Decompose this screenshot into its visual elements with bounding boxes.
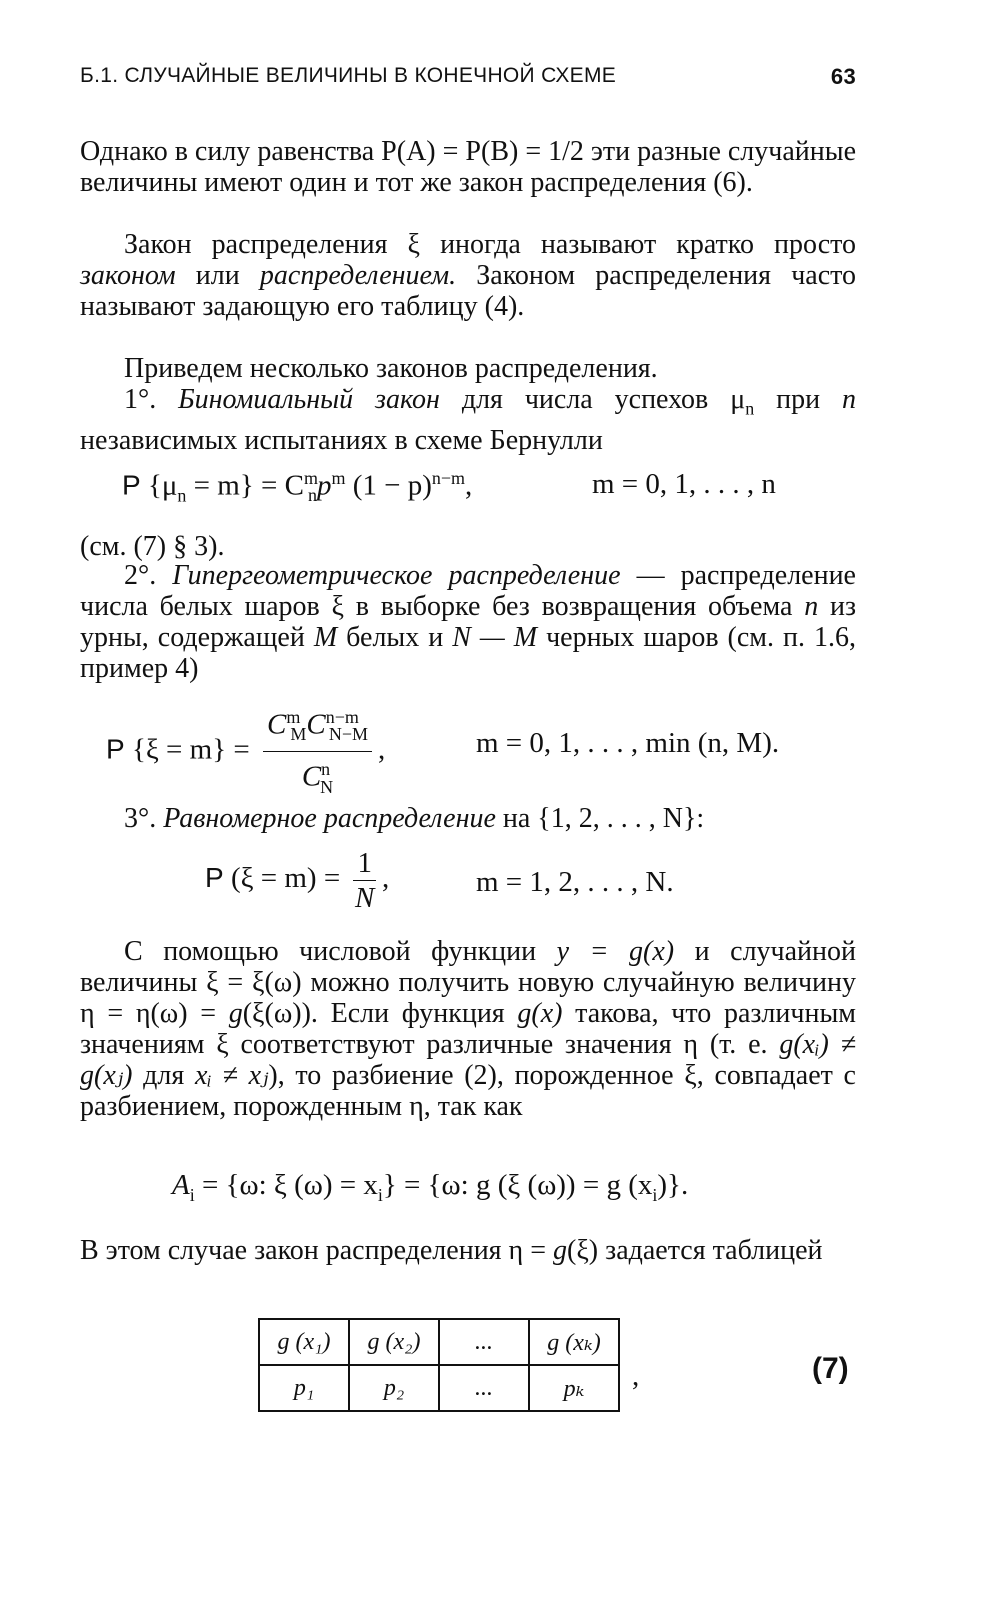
formula-hypergeometric: P {ξ = m} = $\frac{C^m_MC^{n-m}_{N-M}}{C^n_N}$ , [106, 702, 385, 802]
formula-partition: $A_i = \{\omega$: ξ $(\omega) = x_i\} = \{\omega$: g (ξ (ω)) = g $(x_i)$}. [172, 1169, 689, 1205]
formula-uniform: P (ξ = m) = $\frac{1}{N}$ , [205, 847, 390, 914]
running-title: Б.1. СЛУЧАЙНЫЕ ВЕЛИЧИНЫ В КОНЕЧНОЙ СХЕМЕ [80, 64, 617, 87]
table-row [259, 1365, 619, 1411]
table-cell: ... [439, 1319, 529, 1365]
table-trailing-comma: , [632, 1360, 640, 1392]
item-binomial: 1°. Биномиальный закон для числа успехов $\mu_n$ при n независимых испытаниях в схеме Бернулли [80, 384, 857, 456]
distribution-table [258, 1318, 620, 1412]
formula-uniform-range: m = 1, 2, . . . , N. [476, 866, 674, 898]
uniform-fraction: $\frac{1}{N}$ [355, 847, 375, 914]
paragraph-5: В этом случае закон распределения η = g(ξ) задается таблицей [80, 1235, 823, 1266]
paragraph-4: С помощью числовой функции y = g(x) и случайной величины ξ = ξ(ω) можно получить новую случайную величину η = η(ω) = g(ξ(ω)). Если функция g(x) такова, что различным значениям ξ соответствуют различные значения η (т. е. g(xᵢ) ≠ g(xⱼ) для xᵢ ≠ xⱼ), то разбиение (2), порожденное ξ, совпадает с разбиением, порожденным η, так как [80, 936, 856, 1122]
formula-binomial: P $\{\mu_n = m\} = C^m_np^m$ $(1 - p)^{n-m}$, [122, 468, 473, 506]
table-cell: g (xₖ) [529, 1319, 619, 1365]
equality-inline: P(A) = P(B) = 1/2 [381, 136, 584, 167]
table-cell: g (x₁) [259, 1319, 349, 1365]
table-cell: ... [439, 1365, 529, 1411]
table-cell: pₖ [529, 1365, 619, 1411]
paragraph-2: Закон распределения ξ иногда называют кратко просто законом или распределением. Законом распределения часто называют задающую его таблицу (4). [80, 229, 856, 322]
table-cell: p₁ [259, 1365, 349, 1411]
item-hypergeometric: 2°. Гипергеометрическое распределение — распределение числа белых шаров ξ в выборке без возвращения объема n из урны, содержащей M белых и N — M черных шаров (см. п. 1.6, пример 4) [80, 560, 857, 684]
table-row [259, 1319, 619, 1365]
equation-number: (7) [812, 1352, 849, 1385]
binomial-reference: (см. (7) § 3). [80, 531, 225, 562]
paragraph-1: Однако в силу равенства P(A) = P(B) = 1/2 эти разные случайные величины имеют один и тот же закон распределения (6). [80, 136, 856, 198]
table-cell: g (x₂) [349, 1319, 439, 1365]
page-number: 63 [830, 64, 856, 89]
table-cell: p₂ [349, 1365, 439, 1411]
paragraph-3: Приведем несколько законов распределения. [124, 353, 658, 384]
running-header [80, 64, 856, 88]
formula-binomial-range: m = 0, 1, . . . , n [592, 468, 776, 500]
hypergeometric-fraction: $\frac{C^m_MC^{n-m}_{N-M}}{C^n_N}$ [263, 702, 372, 802]
item-uniform: 3°. Равномерное распределение на {1, 2, . . . , N}: [124, 803, 705, 834]
formula-hypergeometric-range: m = 0, 1, . . . , min (n, M). [476, 727, 780, 759]
